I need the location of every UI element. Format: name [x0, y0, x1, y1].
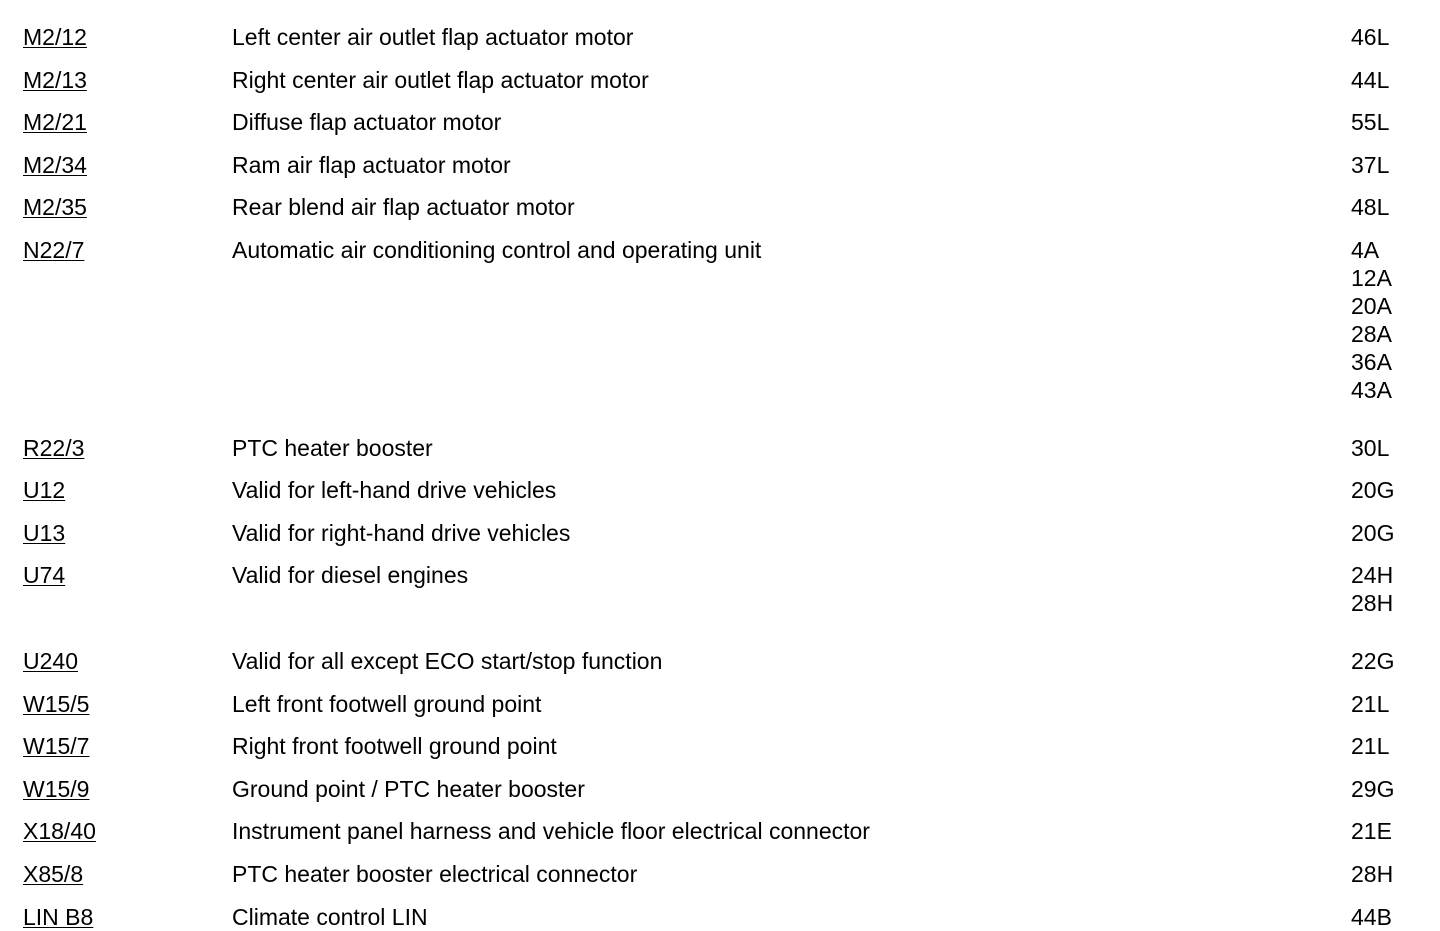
grid-coordinates	[1351, 66, 1389, 94]
grid-coordinate: 20G	[1351, 477, 1395, 504]
grid-coordinate: 22G	[1351, 648, 1395, 674]
component-description: Rear blend air flap actuator motor	[232, 194, 575, 221]
component-description: Valid for right-hand drive vehicles	[232, 519, 571, 546]
grid-coordinate: 28H	[1351, 861, 1394, 887]
component-description: Automatic air conditioning control and operating unit	[232, 237, 762, 263]
grid-coordinates	[1351, 860, 1393, 888]
grid-coordinate: 12A	[1351, 265, 1392, 291]
grid-coordinate: 24H	[1351, 562, 1394, 589]
grid-coordinates	[1351, 903, 1392, 931]
grid-coordinate: 46L	[1351, 24, 1390, 50]
grid-coordinate: 44L	[1351, 66, 1390, 93]
component-description: Ram air flap actuator motor	[232, 151, 511, 178]
component-code-link[interactable]: U12	[23, 477, 66, 504]
component-code-link[interactable]: M2/35	[23, 194, 87, 221]
grid-coordinate: 28H	[1351, 590, 1394, 617]
component-description: Diffuse flap actuator motor	[232, 109, 502, 136]
component-code-link[interactable]: U74	[23, 562, 66, 589]
grid-coordinates	[1351, 690, 1389, 718]
component-code-link[interactable]: U13	[23, 519, 66, 546]
component-code-link[interactable]: W15/7	[23, 733, 90, 760]
grid-coordinates	[1351, 151, 1389, 179]
grid-coordinate: 4A	[1351, 237, 1380, 263]
grid-coordinates	[1351, 561, 1393, 617]
component-code-link[interactable]: M2/34	[23, 151, 87, 178]
component-code-link[interactable]: LIN B8	[23, 903, 94, 930]
component-code-link[interactable]: W15/9	[23, 775, 90, 802]
component-code-link[interactable]: M2/12	[23, 24, 87, 50]
component-description: PTC heater booster	[232, 434, 433, 461]
grid-coordinates	[1351, 817, 1392, 845]
component-description: Left front footwell ground point	[232, 690, 542, 717]
grid-coordinate: 48L	[1351, 194, 1390, 221]
grid-coordinates	[1351, 476, 1394, 504]
component-code-link[interactable]: W15/5	[23, 690, 90, 717]
component-code-link[interactable]: M2/13	[23, 66, 87, 93]
grid-coordinate: 37L	[1351, 151, 1390, 178]
component-description: PTC heater booster electrical connector	[232, 861, 638, 887]
grid-coordinates	[1351, 647, 1394, 675]
component-code-link[interactable]: X85/8	[23, 861, 84, 887]
component-code-link[interactable]: U240	[23, 648, 78, 674]
grid-coordinates	[1351, 519, 1394, 547]
grid-coordinate: 36A	[1351, 349, 1392, 375]
grid-coordinates	[1351, 434, 1389, 462]
component-description: Valid for diesel engines	[232, 562, 469, 589]
grid-coordinate: 30L	[1351, 434, 1390, 461]
grid-coordinates	[1351, 23, 1389, 51]
component-description: Valid for left-hand drive vehicles	[232, 477, 557, 504]
grid-coordinates	[1351, 775, 1394, 803]
component-description: Climate control LIN	[232, 903, 428, 930]
component-description: Ground point / PTC heater booster	[232, 775, 585, 802]
component-description: Left center air outlet flap actuator motor	[232, 24, 634, 50]
grid-coordinate: 28A	[1351, 321, 1392, 347]
grid-coordinate: 29G	[1351, 775, 1395, 802]
grid-coordinate: 21E	[1351, 818, 1392, 845]
grid-coordinates	[1351, 732, 1389, 760]
component-description: Valid for all except ECO start/stop function	[232, 648, 663, 674]
grid-coordinate: 43A	[1351, 377, 1392, 403]
grid-coordinates	[1351, 108, 1389, 136]
grid-coordinate: 21L	[1351, 690, 1390, 717]
grid-coordinate: 44B	[1351, 903, 1392, 930]
grid-coordinates	[1351, 236, 1392, 404]
component-code-link[interactable]: M2/21	[23, 109, 87, 136]
grid-coordinates	[1351, 193, 1389, 221]
component-description: Right center air outlet flap actuator motor	[232, 66, 649, 93]
component-code-link[interactable]: R22/3	[23, 434, 85, 461]
component-description: Instrument panel harness and vehicle floor electrical connector	[232, 818, 870, 845]
grid-coordinate: 55L	[1351, 109, 1390, 136]
component-code-link[interactable]: X18/40	[23, 818, 96, 845]
grid-coordinate: 20G	[1351, 519, 1395, 546]
component-code-link[interactable]: N22/7	[23, 237, 85, 263]
grid-coordinate: 21L	[1351, 733, 1390, 760]
component-description: Right front footwell ground point	[232, 733, 557, 760]
grid-coordinate: 20A	[1351, 293, 1392, 319]
